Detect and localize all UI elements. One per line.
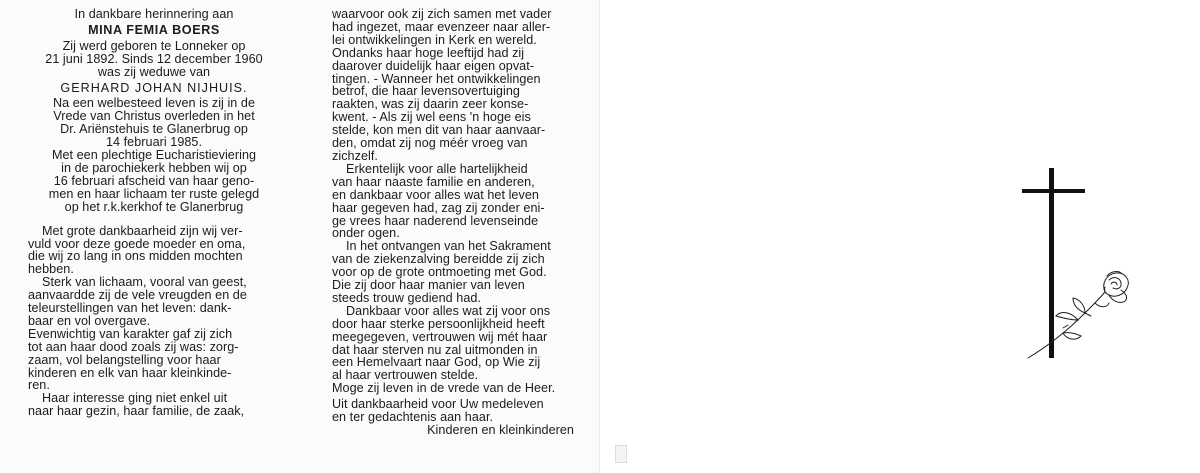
text-line: Uit dankbaarheid voor Uw medeleven — [332, 397, 544, 412]
text-line: 21 juni 1892. Sinds 12 december 1960 — [45, 51, 263, 66]
middle-text-column — [300, 0, 600, 473]
text-line: vuld voor deze goede moeder en oma, — [28, 236, 246, 251]
text-line: had ingezet, maar evenzeer naar aller- — [332, 19, 551, 34]
text-line: tot aan haar dood zoals zij was: zorg- — [28, 339, 239, 354]
text-line: aanvaardde zij de vele vreugden en de — [28, 288, 247, 303]
text-line: van de ziekenzalving bereidde zij zich — [332, 252, 545, 267]
text-line: kwent. - Als zij wel eens 'n hoge eis — [332, 110, 531, 125]
text-line: Evenwichtig van karakter gaf zij zich — [28, 326, 233, 341]
text-line: 16 februari afscheid van haar geno- — [53, 173, 255, 188]
text-line: was zij weduwe van — [97, 64, 211, 79]
text-line: Moge zij leven in de vrede van de Heer. — [332, 381, 556, 396]
text-line: Kinderen en kleinkinderen — [427, 423, 574, 437]
text-line: naar haar gezin, haar familie, de zaak, — [28, 404, 245, 419]
text-line: zichzelf. — [332, 148, 378, 163]
text-line: teleurstellingen van het leven: dank- — [28, 301, 232, 316]
text-line: in de parochiekerk hebben wij op — [61, 160, 247, 175]
text-line: In het ontvangen van het Sakrament — [346, 239, 551, 254]
rose-icon — [1023, 268, 1133, 363]
text-line: Erkentelijk voor alle hartelijkheid — [346, 161, 528, 176]
text-line: kinderen en elk van haar kleinkinde- — [28, 365, 232, 380]
text-line: door haar sterke persoonlijkheid heeft — [332, 316, 545, 331]
text-line: dat haar sterven nu zal uitmonden in — [332, 342, 538, 357]
text-line: ren. — [28, 378, 50, 393]
text-line: en ter gedachtenis aan haar. — [332, 410, 494, 425]
text-line: lei ontwikkelingen in Kerk en wereld. — [332, 32, 537, 47]
cover-panel — [600, 0, 1200, 473]
text-line: MINA FEMIA BOERS — [88, 22, 220, 37]
text-line: onder ogen. — [332, 226, 400, 241]
text-line: Sterk van lichaam, vooral van geest, — [42, 275, 247, 290]
text-line: die wij zo lang in ons midden mochten — [28, 249, 243, 264]
text-line: den, omdat zij nog méér vroeg van — [332, 136, 528, 151]
text-line: hebben. — [28, 262, 74, 277]
text-line: stelde, kon men dit van haar aanvaar- — [332, 123, 546, 138]
text-line: Dankbaar voor alles wat zij voor ons — [346, 303, 551, 318]
text-line: Na een welbesteed leven is zij in de — [52, 96, 256, 111]
text-line: al haar vertrouwen stelde. — [332, 368, 479, 383]
text-line: Dr. Ariënstehuis te Glanerbrug op — [60, 122, 248, 137]
text-line: waarvoor ook zij zich samen met vader — [332, 7, 552, 21]
text-line: op het r.k.kerkhof te Glanerbrug — [64, 199, 244, 214]
text-line: meegegeven, vertrouwen wij mét haar — [332, 329, 548, 344]
text-line: daarover duidelijk haar eigen opvat- — [332, 58, 535, 73]
text-line: ge vrees haar naderend levenseinde — [332, 213, 539, 228]
text-line: Zij werd geboren te Lonneker op — [62, 38, 246, 53]
cross-icon-horizontal — [1022, 189, 1085, 193]
text-line: raakten, was zij daarin zeer konse- — [332, 97, 529, 112]
text-line: steeds trouw gediend had. — [332, 290, 481, 305]
text-line: voor op de grote ontmoeting met God. — [332, 265, 547, 280]
text-line: baar en vol overgave. — [28, 313, 151, 328]
text-line: Met grote dankbaarheid zijn wij ver- — [42, 223, 243, 238]
text-line: Met een plechtige Eucharistieviering — [51, 148, 257, 163]
text-line: van haar naaste familie en anderen, — [332, 174, 535, 189]
text-line: Haar interesse ging niet enkel uit — [42, 391, 228, 406]
text-line: haar gegeven had, zag zij zonder eni- — [332, 200, 545, 215]
print-mark — [615, 445, 627, 463]
text-line: betrof, die haar levensovertuiging — [332, 84, 520, 99]
text-line: Die zij door haar manier van leven — [332, 278, 525, 293]
spacer — [28, 214, 280, 225]
text-line: In dankbare herinnering aan — [74, 7, 234, 21]
text-line: GERHARD JOHAN NIJHUIS. — [60, 80, 248, 95]
text-line: tingen. - Wanneer het ontwikkelingen — [332, 71, 541, 86]
left-text-column — [0, 0, 300, 473]
text-line: Ondanks haar hoge leeftijd had zij — [332, 45, 525, 60]
text-line: men en haar lichaam ter ruste gelegd — [48, 186, 260, 201]
text-line: zaam, vol belangstelling voor haar — [28, 352, 221, 367]
text-line: en dankbaar voor alles wat het leven — [332, 187, 539, 202]
text-line: Vrede van Christus overleden in het — [53, 109, 255, 124]
text-line: een Hemelvaart naar God, op Wie zij — [332, 355, 541, 370]
text-line: 14 februari 1985. — [105, 135, 203, 150]
